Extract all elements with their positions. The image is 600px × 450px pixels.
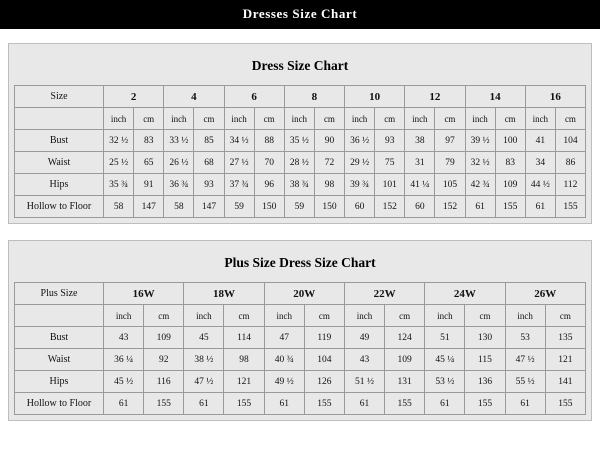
measurement-value: 68 — [194, 152, 224, 174]
measurement-value: 34 — [525, 152, 555, 174]
measurement-value: 45 — [184, 327, 224, 349]
measurement-label: Hips — [15, 371, 104, 393]
measurement-value: 35 ½ — [284, 130, 314, 152]
measurement-value: 147 — [134, 196, 164, 218]
measurement-value: 47 — [264, 327, 304, 349]
measurement-value: 31 — [405, 152, 435, 174]
measurement-value: 155 — [555, 196, 585, 218]
unit-header: cm — [144, 305, 184, 327]
table-row — [15, 196, 586, 218]
measurement-value: 65 — [134, 152, 164, 174]
unit-header: cm — [304, 305, 344, 327]
unit-header: cm — [435, 108, 465, 130]
measurement-value: 38 ¾ — [284, 174, 314, 196]
measurement-value: 135 — [545, 327, 585, 349]
measurement-value: 126 — [304, 371, 344, 393]
measurement-value: 155 — [304, 393, 344, 415]
measurement-value: 109 — [385, 349, 425, 371]
measurement-value: 53 — [505, 327, 545, 349]
measurement-value: 38 — [405, 130, 435, 152]
measurement-value: 45 ¼ — [425, 349, 465, 371]
measurement-value: 53 ½ — [425, 371, 465, 393]
page-title: Dresses Size Chart — [0, 0, 600, 29]
unit-header: cm — [254, 108, 284, 130]
unit-header: inch — [525, 108, 555, 130]
measurement-value: 61 — [505, 393, 545, 415]
measurement-value: 37 ¾ — [224, 174, 254, 196]
unit-header: inch — [104, 305, 144, 327]
measurement-value: 112 — [555, 174, 585, 196]
measurement-value: 150 — [314, 196, 344, 218]
unit-header: inch — [345, 108, 375, 130]
measurement-value: 92 — [144, 349, 184, 371]
measurement-value: 36 ½ — [345, 130, 375, 152]
size-column-header: 18W — [184, 283, 264, 305]
size-column-header: 22W — [344, 283, 424, 305]
size-column-header: 16W — [104, 283, 184, 305]
size-column-header: 14 — [465, 86, 525, 108]
size-header-label: Plus Size — [15, 283, 104, 305]
measurement-value: 45 ½ — [104, 371, 144, 393]
measurement-value: 29 ½ — [345, 152, 375, 174]
measurement-value: 109 — [144, 327, 184, 349]
measurement-value: 49 ½ — [264, 371, 304, 393]
unit-header: inch — [344, 305, 384, 327]
measurement-value: 34 ½ — [224, 130, 254, 152]
measurement-value: 152 — [375, 196, 405, 218]
measurement-value: 79 — [435, 152, 465, 174]
measurement-value: 155 — [465, 393, 505, 415]
unit-row-blank — [15, 108, 104, 130]
size-column-header: 6 — [224, 86, 284, 108]
dress-size-chart-title: Dress Size Chart — [14, 49, 586, 85]
measurement-value: 59 — [284, 196, 314, 218]
measurement-value: 93 — [194, 174, 224, 196]
size-column-header: 10 — [345, 86, 405, 108]
measurement-value: 58 — [164, 196, 194, 218]
measurement-value: 35 ¾ — [104, 174, 134, 196]
table-row — [15, 108, 586, 130]
plus-size-chart-title: Plus Size Dress Size Chart — [14, 246, 586, 282]
measurement-value: 75 — [375, 152, 405, 174]
measurement-value: 32 ½ — [104, 130, 134, 152]
measurement-value: 36 ¼ — [104, 349, 144, 371]
measurement-label: Hollow to Floor — [15, 393, 104, 415]
size-column-header: 16 — [525, 86, 585, 108]
measurement-value: 114 — [224, 327, 264, 349]
measurement-value: 61 — [184, 393, 224, 415]
table-row — [15, 393, 586, 415]
measurement-value: 155 — [385, 393, 425, 415]
measurement-value: 72 — [314, 152, 344, 174]
unit-header: cm — [224, 305, 264, 327]
measurement-value: 39 ½ — [465, 130, 495, 152]
measurement-value: 42 ¾ — [465, 174, 495, 196]
measurement-value: 27 ½ — [224, 152, 254, 174]
measurement-value: 152 — [435, 196, 465, 218]
unit-header: inch — [284, 108, 314, 130]
measurement-value: 43 — [104, 327, 144, 349]
unit-header: inch — [465, 108, 495, 130]
measurement-value: 86 — [555, 152, 585, 174]
plus-size-table — [14, 282, 586, 415]
table-row — [15, 327, 586, 349]
unit-header: cm — [555, 108, 585, 130]
measurement-value: 25 ½ — [104, 152, 134, 174]
measurement-value: 155 — [545, 393, 585, 415]
measurement-label: Waist — [15, 349, 104, 371]
table-row — [15, 130, 586, 152]
measurement-value: 61 — [465, 196, 495, 218]
table-row — [15, 152, 586, 174]
measurement-value: 100 — [495, 130, 525, 152]
measurement-value: 155 — [495, 196, 525, 218]
unit-header: cm — [194, 108, 224, 130]
measurement-value: 85 — [194, 130, 224, 152]
size-column-header: 24W — [425, 283, 505, 305]
measurement-value: 41 — [525, 130, 555, 152]
measurement-value: 88 — [254, 130, 284, 152]
measurement-value: 28 ½ — [284, 152, 314, 174]
measurement-value: 115 — [465, 349, 505, 371]
table-row — [15, 283, 586, 305]
measurement-value: 105 — [435, 174, 465, 196]
measurement-value: 97 — [435, 130, 465, 152]
measurement-value: 61 — [525, 196, 555, 218]
measurement-value: 101 — [375, 174, 405, 196]
unit-header: inch — [224, 108, 254, 130]
measurement-value: 109 — [495, 174, 525, 196]
unit-header: cm — [495, 108, 525, 130]
measurement-value: 104 — [304, 349, 344, 371]
measurement-value: 141 — [545, 371, 585, 393]
measurement-value: 61 — [264, 393, 304, 415]
size-column-header: 12 — [405, 86, 465, 108]
measurement-value: 121 — [545, 349, 585, 371]
measurement-value: 36 ¾ — [164, 174, 194, 196]
measurement-value: 39 ¾ — [345, 174, 375, 196]
measurement-value: 136 — [465, 371, 505, 393]
table-row — [15, 86, 586, 108]
measurement-label: Hollow to Floor — [15, 196, 104, 218]
measurement-value: 121 — [224, 371, 264, 393]
size-column-header: 26W — [505, 283, 585, 305]
unit-header: inch — [264, 305, 304, 327]
measurement-value: 58 — [104, 196, 134, 218]
unit-header: cm — [465, 305, 505, 327]
measurement-value: 96 — [254, 174, 284, 196]
measurement-value: 61 — [104, 393, 144, 415]
measurement-value: 38 ½ — [184, 349, 224, 371]
measurement-value: 49 — [344, 327, 384, 349]
measurement-value: 51 ½ — [344, 371, 384, 393]
measurement-value: 60 — [345, 196, 375, 218]
measurement-value: 55 ½ — [505, 371, 545, 393]
unit-header: inch — [164, 108, 194, 130]
table-row — [15, 305, 586, 327]
unit-header: inch — [104, 108, 134, 130]
table-row — [15, 174, 586, 196]
measurement-value: 98 — [224, 349, 264, 371]
measurement-value: 124 — [385, 327, 425, 349]
measurement-value: 147 — [194, 196, 224, 218]
measurement-value: 119 — [304, 327, 344, 349]
measurement-value: 26 ½ — [164, 152, 194, 174]
unit-row-blank — [15, 305, 104, 327]
measurement-value: 32 ½ — [465, 152, 495, 174]
measurement-value: 83 — [134, 130, 164, 152]
size-column-header: 2 — [104, 86, 164, 108]
dress-size-chart-block — [8, 43, 592, 224]
measurement-label: Hips — [15, 174, 104, 196]
measurement-value: 51 — [425, 327, 465, 349]
unit-header: inch — [405, 108, 435, 130]
measurement-value: 90 — [314, 130, 344, 152]
unit-header: inch — [184, 305, 224, 327]
table-row — [15, 349, 586, 371]
unit-header: cm — [314, 108, 344, 130]
size-header-label: Size — [15, 86, 104, 108]
measurement-value: 83 — [495, 152, 525, 174]
size-column-header: 8 — [284, 86, 344, 108]
plus-size-chart-block — [8, 240, 592, 421]
unit-header: cm — [375, 108, 405, 130]
dress-size-table — [14, 85, 586, 218]
measurement-value: 116 — [144, 371, 184, 393]
measurement-value: 61 — [425, 393, 465, 415]
measurement-value: 70 — [254, 152, 284, 174]
measurement-value: 33 ½ — [164, 130, 194, 152]
unit-header: cm — [545, 305, 585, 327]
measurement-value: 155 — [224, 393, 264, 415]
measurement-value: 98 — [314, 174, 344, 196]
measurement-value: 130 — [465, 327, 505, 349]
measurement-value: 43 — [344, 349, 384, 371]
measurement-value: 47 ½ — [184, 371, 224, 393]
measurement-value: 60 — [405, 196, 435, 218]
unit-header: inch — [505, 305, 545, 327]
size-column-header: 20W — [264, 283, 344, 305]
measurement-value: 61 — [344, 393, 384, 415]
measurement-value: 44 ½ — [525, 174, 555, 196]
size-column-header: 4 — [164, 86, 224, 108]
measurement-value: 91 — [134, 174, 164, 196]
measurement-value: 131 — [385, 371, 425, 393]
measurement-label: Bust — [15, 327, 104, 349]
unit-header: cm — [134, 108, 164, 130]
table-row — [15, 371, 586, 393]
measurement-value: 93 — [375, 130, 405, 152]
measurement-value: 47 ½ — [505, 349, 545, 371]
measurement-value: 41 ¼ — [405, 174, 435, 196]
unit-header: inch — [425, 305, 465, 327]
measurement-value: 59 — [224, 196, 254, 218]
unit-header: cm — [385, 305, 425, 327]
measurement-value: 40 ¾ — [264, 349, 304, 371]
measurement-value: 104 — [555, 130, 585, 152]
measurement-label: Waist — [15, 152, 104, 174]
measurement-value: 150 — [254, 196, 284, 218]
measurement-label: Bust — [15, 130, 104, 152]
measurement-value: 155 — [144, 393, 184, 415]
